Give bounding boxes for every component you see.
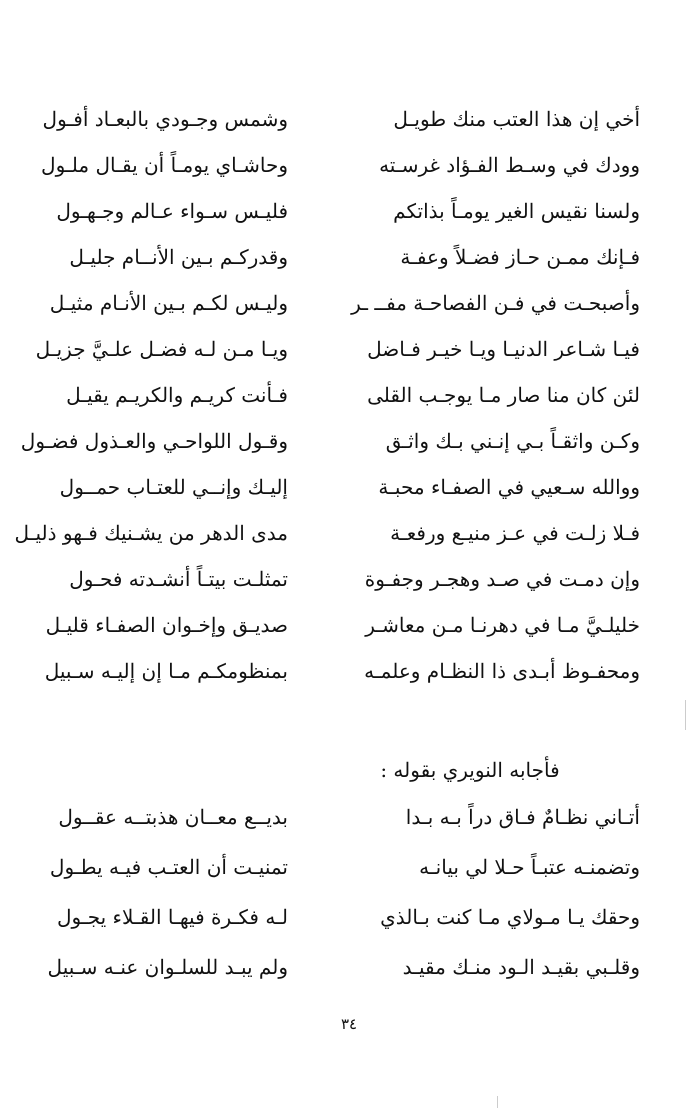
verse-right-hemistich: وكـن واثقـاً بـي إنـني بـك واثـق (385, 429, 640, 453)
verse-left-hemistich: صديـق وإخـوان الصفـاء قليـل (45, 613, 288, 637)
verse (0, 142, 698, 188)
verse-left-hemistich: فليـس سـواء عـالم وجـهـول (56, 199, 288, 223)
page-number: ٣٤ (340, 1015, 358, 1033)
scan-margin-mark (497, 1096, 498, 1108)
verse-right-hemistich: فـلا زلـت في عـز منيـع ورفعـة (390, 521, 640, 545)
scan-margin-mark (685, 700, 686, 730)
verse (0, 372, 698, 418)
verse (0, 234, 698, 280)
verse (0, 648, 698, 694)
verse-left-hemistich: لـه فكـرة فيهـا القـلاء يجـول (56, 905, 288, 929)
verse-right-hemistich: ولسنا نقيس الغير يومـاً بذاتكم (393, 199, 640, 223)
verse-right-hemistich: وأصبحـت في فـن الفصاحـة مفــ ـر (351, 291, 640, 315)
verse (0, 944, 698, 990)
verse-left-hemistich: بديــع معــان هذبتــه عقــول (58, 805, 288, 829)
verse-left-hemistich: وقـول اللواحـي والعـذول فضـول (20, 429, 288, 453)
verse-left-hemistich: وشمس وجـودي بالبعـاد أفـول (42, 107, 288, 131)
verse (0, 894, 698, 940)
verse-left-hemistich: ولم يبـد للسلـوان عنـه سـبيل (47, 955, 288, 979)
verse-right-hemistich: وودك في وسـط الفـؤاد غرسـته (379, 153, 640, 177)
verse-left-hemistich: تمنيـت أن العتـب فيـه يطـول (49, 855, 288, 879)
verse (0, 326, 698, 372)
verse (0, 96, 698, 142)
verse (0, 794, 698, 840)
verse-left-hemistich: فـأنت كريـم والكريـم يقيـل (66, 383, 288, 407)
verse-left-hemistich: وحاشـاي يومـاً أن يقـال ملـول (41, 153, 288, 177)
verse-left-hemistich: وليـس لكـم بـين الأنـام مثيـل (49, 291, 288, 315)
verse-right-hemistich: وإن دمـت في صـد وهجـر وجفـوة (364, 567, 640, 591)
verse-left-hemistich: ويـا مـن لـه فضـل علـيَّ جزيـل (35, 337, 288, 361)
verse-right-hemistich: أتـاني نظـامٌ فـاق دراً بـه بـدا (405, 805, 640, 829)
verse-left-hemistich: تمثلـت بيتـاً أنشـدته فحـول (69, 567, 288, 591)
verse-right-hemistich: وقلـبي بقيـد الـود منـك مقيـد (402, 955, 640, 979)
verse-right-hemistich: ومحفـوظ أبـدى ذا النظـام وعلمـه (364, 659, 640, 683)
verse (0, 602, 698, 648)
verse-right-hemistich: وحقك يـا مـولاي مـا كنت بـالذي (380, 905, 640, 929)
verse (0, 556, 698, 602)
verse-left-hemistich: وقدركـم بـين الأنــام جليـل (69, 245, 288, 269)
verse (0, 844, 698, 890)
verse (0, 418, 698, 464)
verse-left-hemistich: بمنظومكـم مـا إن إليـه سـبيل (44, 659, 288, 683)
verse (0, 464, 698, 510)
verse-left-hemistich: مدى الدهر من يشـنيك فـهو ذليـل (14, 521, 288, 545)
verse-right-hemistich: خليلـيَّ مـا في دهرنـا مـن معاشـر (365, 613, 640, 637)
verse (0, 510, 698, 556)
verse-right-hemistich: فيـا شـاعر الدنيـا ويـا خيـر فـاضل (367, 337, 640, 361)
verse-right-hemistich: فـإنك ممـن حـاز فضـلاً وعفـة (400, 245, 640, 269)
verse-left-hemistich: إليـك وإنــي للعتـاب حمــول (59, 475, 288, 499)
verse (0, 188, 698, 234)
verse-right-hemistich: وتضمنـه عتبـاً حـلا لي بيانـه (419, 855, 640, 879)
verse-right-hemistich: لئن كان منا صار مـا يوجـب القلى (367, 383, 640, 407)
verse-right-hemistich: ووالله سـعيي في الصفـاء محبـة (378, 475, 640, 499)
verse-right-hemistich: أخي إن هذا العتب منك طويـل (393, 107, 640, 131)
section-heading: فأجابه النويري بقوله : (380, 758, 560, 782)
verse (0, 280, 698, 326)
